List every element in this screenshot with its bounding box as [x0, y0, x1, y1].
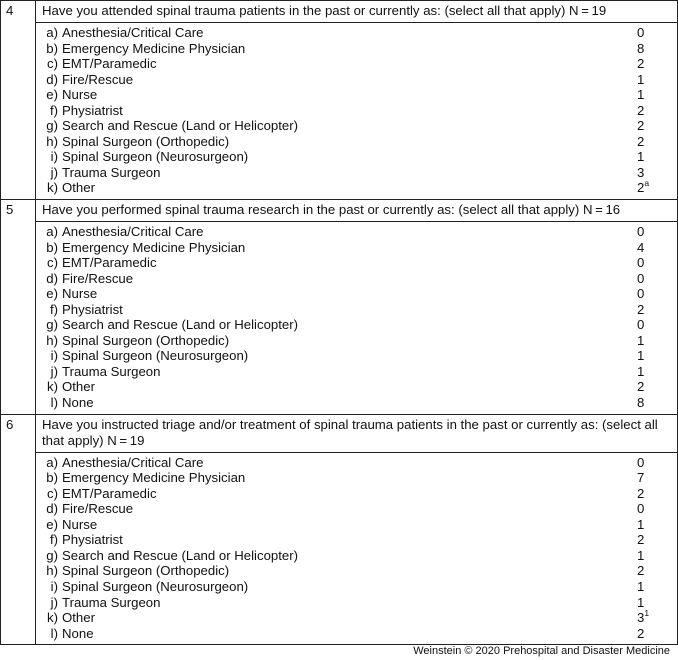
option-row: [36, 118, 677, 134]
count-value: 2: [637, 56, 645, 72]
option-label: Fire/Rescue: [62, 501, 134, 517]
option-row: [36, 286, 677, 302]
copyright-footer: Weinstein © 2020 Prehospital and Disaster Medicine: [413, 645, 670, 657]
option-count: [637, 72, 677, 88]
option-count: [637, 56, 677, 72]
count-value: 0: [637, 270, 645, 286]
option-label: Physiatrist: [62, 301, 123, 317]
option-letter: g): [46, 317, 58, 333]
option-letter: j): [50, 164, 58, 180]
option-letter: e): [46, 516, 58, 532]
option-label: Other: [62, 379, 95, 395]
option-letter: c): [47, 255, 58, 271]
question-number: 4: [0, 1, 36, 199]
options-list: [36, 221, 677, 414]
option-label: Search and Rescue (Land or Helicopter): [62, 317, 299, 333]
option-count: [637, 626, 677, 642]
count-value: 3: [637, 164, 645, 180]
option-label: Other: [62, 610, 95, 626]
count-value: 7: [637, 470, 645, 486]
option-label: Other: [62, 180, 95, 196]
count-value: 2: [637, 563, 645, 579]
option-row: [36, 579, 677, 595]
count-value: 0: [637, 224, 645, 240]
option-letter: h): [46, 332, 58, 348]
option-row: [36, 41, 677, 57]
option-letter: f): [49, 102, 58, 118]
option-label: Trauma Surgeon: [62, 363, 161, 379]
option-row: [36, 271, 677, 287]
count-value: 0: [637, 501, 645, 517]
count-value: 1: [637, 348, 645, 364]
option-count: [637, 563, 677, 579]
option-count: [637, 41, 677, 57]
option-count: [637, 25, 677, 41]
count-value: 1: [637, 363, 645, 379]
options-list: [36, 452, 677, 645]
count-value: 2: [637, 102, 645, 118]
option-label: EMT/Paramedic: [62, 255, 157, 271]
option-count: [637, 118, 677, 134]
option-count: [637, 149, 677, 165]
option-row: [36, 548, 677, 564]
option-label: Emergency Medicine Physician: [62, 470, 246, 486]
option-row: [36, 517, 677, 533]
option-count: [637, 302, 677, 318]
option-label: Anesthesia/Critical Care: [62, 454, 204, 470]
count-value: 2: [637, 532, 645, 548]
option-letter: a): [46, 25, 58, 40]
option-count: [637, 517, 677, 533]
count-value: 1: [637, 332, 645, 348]
option-count: [637, 271, 677, 287]
count-value: 2: [637, 485, 645, 501]
option-letter: a): [46, 224, 58, 240]
option-row: [36, 224, 677, 240]
option-row: [36, 255, 677, 271]
question-block-6: [0, 414, 678, 645]
option-count: [637, 579, 677, 595]
option-label: Nurse: [62, 87, 98, 103]
option-label: Emergency Medicine Physician: [62, 239, 246, 255]
option-label: Emergency Medicine Physician: [62, 40, 246, 56]
option-row: [36, 470, 677, 486]
question-text: Have you attended spinal trauma patients in the past or currently as: (select all that apply) N = 19: [42, 3, 607, 18]
option-letter: a): [46, 454, 58, 470]
option-count: [637, 348, 677, 364]
option-label: Spinal Surgeon (Orthopedic): [62, 133, 230, 149]
question-number: 5: [0, 200, 36, 414]
option-count: [637, 134, 677, 150]
option-count: [637, 364, 677, 380]
option-row: [36, 563, 677, 579]
count-value: 1: [637, 547, 645, 563]
option-label: None: [62, 625, 94, 641]
option-count: [637, 455, 677, 471]
option-label: Trauma Surgeon: [62, 594, 161, 610]
option-letter: d): [46, 270, 58, 286]
count-value: 1: [637, 578, 645, 594]
option-row: [36, 72, 677, 88]
option-row: [36, 486, 677, 502]
option-row: [36, 364, 677, 380]
count-value: 2: [637, 379, 645, 395]
option-letter: b): [46, 40, 58, 56]
option-letter: i): [50, 578, 58, 594]
option-letter: k): [47, 180, 58, 196]
count-value: 1: [637, 516, 645, 532]
question-block-4: [0, 0, 678, 199]
option-count: [637, 224, 677, 240]
option-letter: h): [46, 133, 58, 149]
option-row: [36, 56, 677, 72]
option-row: [36, 317, 677, 333]
count-value: 2: [637, 301, 645, 317]
footnote-marker: a: [644, 178, 650, 189]
option-count: [637, 180, 677, 196]
option-count: [637, 532, 677, 548]
option-letter: h): [46, 563, 58, 579]
option-row: [36, 149, 677, 165]
option-label: Physiatrist: [62, 532, 123, 548]
option-letter: i): [50, 149, 58, 165]
option-row: [36, 595, 677, 611]
option-letter: k): [47, 379, 58, 395]
option-letter: i): [50, 348, 58, 364]
option-letter: c): [47, 56, 58, 72]
option-row: [36, 455, 677, 471]
option-count: [637, 103, 677, 119]
option-letter: c): [47, 485, 58, 501]
option-count: [637, 395, 677, 411]
option-label: Search and Rescue (Land or Helicopter): [62, 547, 299, 563]
count-value: 1: [637, 71, 645, 87]
question-text: Have you performed spinal trauma research in the past or currently as: (select all that apply) N = 16: [42, 202, 621, 218]
option-count: [637, 317, 677, 333]
option-label: EMT/Paramedic: [62, 485, 157, 501]
count-value: 2: [637, 133, 645, 149]
option-letter: f): [49, 532, 58, 548]
question-block-5: [0, 199, 678, 414]
option-label: Nurse: [62, 286, 98, 302]
count-value: 2: [637, 180, 645, 196]
option-count: [637, 87, 677, 103]
option-row: [36, 165, 677, 181]
option-letter: d): [46, 501, 58, 517]
option-label: Anesthesia/Critical Care: [62, 224, 204, 240]
option-row: [36, 348, 677, 364]
question-number: 6: [0, 415, 36, 645]
count-value: 8: [637, 395, 645, 411]
option-letter: k): [47, 610, 58, 626]
option-row: [36, 25, 677, 41]
count-value: 0: [637, 255, 645, 271]
option-count: [637, 286, 677, 302]
count-value: 2: [637, 118, 645, 134]
option-count: [637, 333, 677, 349]
option-count: [637, 165, 677, 181]
option-label: Trauma Surgeon: [62, 164, 161, 180]
count-value: 0: [637, 286, 645, 302]
count-value: 0: [637, 25, 645, 40]
option-count: [637, 595, 677, 611]
option-label: Spinal Surgeon (Orthopedic): [62, 563, 230, 579]
options-list: [36, 22, 677, 199]
count-value: 0: [637, 317, 645, 333]
option-label: EMT/Paramedic: [62, 56, 157, 72]
count-value: 0: [637, 454, 645, 470]
option-row: [36, 333, 677, 349]
option-row: [36, 607, 677, 626]
option-label: Nurse: [62, 516, 98, 532]
count-value: 4: [637, 239, 645, 255]
option-row: [36, 626, 677, 642]
option-row: [36, 501, 677, 517]
option-count: [637, 486, 677, 502]
option-row: [36, 87, 677, 103]
option-label: Physiatrist: [62, 102, 123, 118]
option-row: [36, 379, 677, 395]
option-count: [637, 379, 677, 395]
option-label: None: [62, 395, 94, 411]
option-label: Spinal Surgeon (Neurosurgeon): [62, 578, 249, 594]
option-label: Spinal Surgeon (Neurosurgeon): [62, 348, 249, 364]
option-letter: g): [46, 118, 58, 134]
question-text: Have you instructed triage and/or treatment of spinal trauma patients in the past or currently as: (select all that apply) N = 19: [42, 416, 658, 448]
option-count: [637, 470, 677, 486]
option-letter: f): [49, 301, 58, 317]
option-count: [637, 501, 677, 517]
option-count: [637, 607, 677, 626]
footnote-marker: 1: [644, 607, 650, 618]
count-value: 1: [637, 149, 645, 165]
count-value: 2: [637, 625, 645, 641]
option-label: Anesthesia/Critical Care: [62, 25, 204, 40]
option-letter: g): [46, 547, 58, 563]
option-row: [36, 134, 677, 150]
option-letter: b): [46, 239, 58, 255]
option-letter: l): [50, 625, 58, 641]
option-label: Fire/Rescue: [62, 71, 134, 87]
option-row: [36, 532, 677, 548]
option-letter: d): [46, 71, 58, 87]
option-label: Spinal Surgeon (Neurosurgeon): [62, 149, 249, 165]
option-row: [36, 302, 677, 318]
option-count: [637, 548, 677, 564]
option-letter: l): [50, 395, 58, 411]
count-value: 3: [637, 610, 645, 626]
option-count: [637, 255, 677, 271]
option-label: Fire/Rescue: [62, 270, 134, 286]
option-row: [36, 103, 677, 119]
option-label: Search and Rescue (Land or Helicopter): [62, 118, 299, 134]
option-letter: j): [50, 594, 58, 610]
option-row: [36, 395, 677, 411]
option-letter: e): [46, 87, 58, 103]
option-label: Spinal Surgeon (Orthopedic): [62, 332, 230, 348]
count-value: 1: [637, 594, 645, 610]
count-value: 8: [637, 40, 645, 56]
option-count: [637, 240, 677, 256]
option-row: [36, 240, 677, 256]
option-letter: j): [50, 363, 58, 379]
count-value: 1: [637, 87, 645, 103]
option-letter: e): [46, 286, 58, 302]
option-letter: b): [46, 470, 58, 486]
option-row: [36, 180, 677, 196]
